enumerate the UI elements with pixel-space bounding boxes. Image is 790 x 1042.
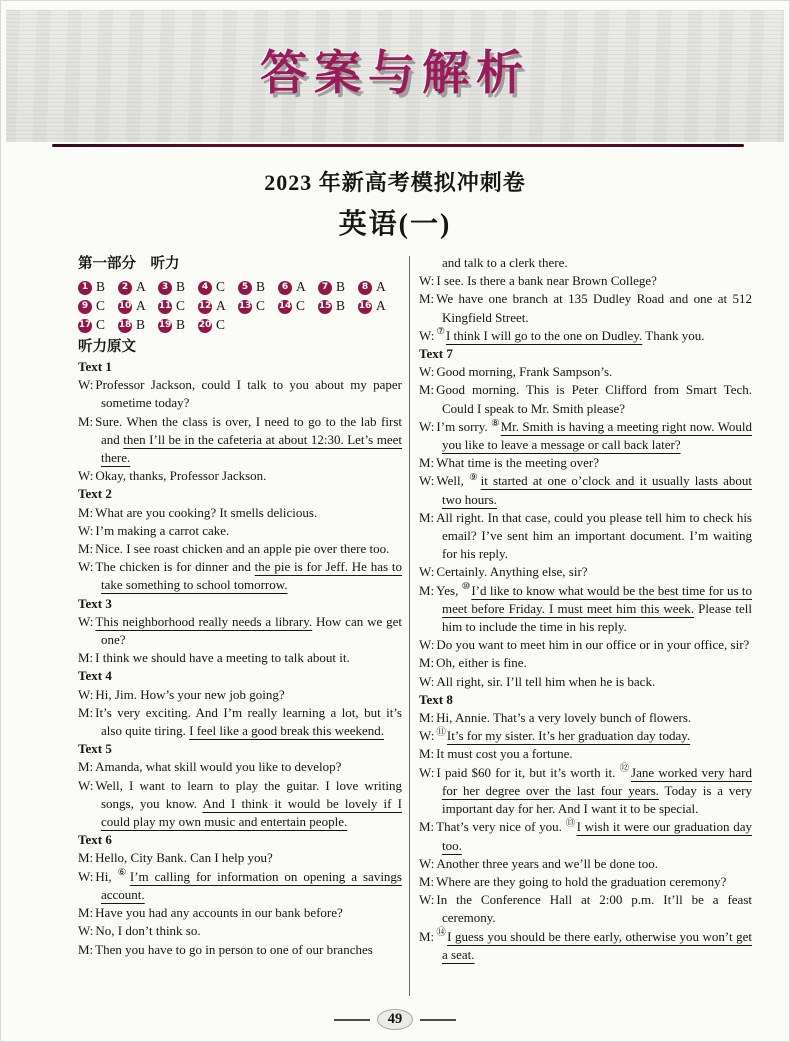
dialog-line (419, 327, 752, 345)
dialog-text: Where are they going to hold the graduation ceremony? (436, 873, 727, 889)
answer-choice: B (336, 298, 346, 314)
question-number-badge: 9 (78, 300, 92, 314)
speaker-label: W: (419, 418, 435, 434)
dialog-line (419, 891, 752, 927)
right-column (419, 254, 752, 996)
speaker-label: W: (78, 868, 94, 884)
speaker-label: W: (78, 468, 94, 484)
answer-item (118, 297, 158, 316)
speaker-label: W: (419, 273, 435, 289)
speaker-label: W: (419, 637, 435, 653)
dialog-line (78, 613, 402, 649)
question-number-badge: 11 (158, 300, 172, 314)
text-title: Text 4 (78, 668, 112, 684)
question-number-badge: 4 (198, 281, 212, 295)
speaker-label: M: (78, 905, 94, 921)
dialog-line (78, 558, 402, 594)
speaker-label: M: (419, 509, 435, 525)
dialog-text: Another three years and we’ll be done too. (436, 855, 659, 871)
answer-choice: B (176, 279, 186, 295)
answer-choice: C (176, 298, 186, 314)
text-title: Text 1 (78, 359, 112, 374)
banner-rule (52, 144, 744, 147)
speaker-label: M: (78, 704, 94, 720)
speaker-label: M: (78, 541, 94, 557)
paper-subtitle: 英语(一) (338, 209, 452, 240)
dialog-line (419, 418, 752, 454)
speaker-label: M: (419, 291, 435, 307)
page-number: 49 (377, 1009, 414, 1030)
answer-key-grid (78, 275, 402, 337)
question-number-badge: 14 (278, 300, 292, 314)
answer-item (158, 278, 198, 297)
underlined-passage: the pie is for Jeff. He has to take something to school tomorrow. (101, 559, 402, 593)
question-ref-marker: ⑨ (469, 472, 480, 484)
answer-choice: C (216, 317, 226, 333)
speaker-label: M: (78, 504, 94, 520)
underlined-passage: then I’ll be in the cafeteria at about 12:30. Let’s meet there. (101, 431, 402, 466)
speaker-label: W: (78, 559, 94, 575)
dialog-line (419, 873, 752, 891)
question-ref-marker: ⑧ (490, 417, 500, 429)
question-ref-marker: ⑩ (461, 581, 471, 593)
answer-item (358, 278, 398, 297)
speaker-label: M: (419, 582, 435, 598)
answer-item (158, 297, 198, 316)
answer-choice: B (96, 279, 106, 295)
transcript-columns (78, 254, 752, 996)
question-ref-marker: ⑪ (436, 726, 446, 738)
dialog-line (78, 758, 402, 776)
dialog-line (419, 381, 752, 417)
speaker-label: W: (419, 892, 435, 908)
answer-item (318, 297, 358, 316)
underlined-passage: I feel like a good break this weekend. (189, 723, 385, 739)
dialog-text: That’s very nice of you. (436, 819, 566, 835)
answer-choice: B (256, 279, 266, 295)
dialog-line (78, 941, 402, 959)
speaker-label: M: (419, 710, 435, 726)
answer-choice: A (376, 298, 386, 314)
answer-choice: A (136, 279, 146, 295)
dialog-text: The chicken is for dinner and (95, 559, 255, 575)
speaker-label: M: (419, 819, 435, 835)
dialog-text: Good morning. This is Peter Clifford from Smart Tech. Could I speak to Mr. Smith please? (436, 382, 752, 416)
speaker-label: M: (78, 759, 94, 775)
answer-choice: C (216, 279, 226, 295)
dialog-text: Nice. I see roast chicken and an apple pie over there too. (95, 541, 390, 557)
dialog-line (419, 290, 752, 326)
dialog-text: Today is a very important day for her. And I want it to be special. (442, 782, 752, 817)
answer-choice: B (336, 279, 346, 295)
dialog-line (419, 745, 752, 763)
left-column-transcript (78, 358, 402, 959)
question-number-badge: 3 (158, 281, 172, 295)
banner-title: 答案与解析 (260, 46, 530, 101)
dialog-line (419, 454, 752, 472)
speaker-label: M: (419, 873, 435, 889)
answer-item (238, 297, 278, 316)
answer-choice: B (136, 317, 146, 333)
speaker-label: W: (419, 673, 435, 689)
question-number-badge: 18 (118, 319, 132, 333)
dialog-text: I’m sorry. (436, 418, 491, 434)
underlined-passage: I guess you should be there early, otherwise you won’t get a seat. (442, 928, 752, 962)
dialog-line (419, 673, 752, 691)
speaker-label: W: (419, 364, 435, 380)
answer-choice: A (376, 279, 386, 295)
question-number-badge: 8 (358, 281, 372, 295)
question-ref-marker: ⑭ (436, 927, 447, 939)
answer-item (198, 316, 238, 335)
dialog-line (419, 254, 752, 272)
answer-item (158, 316, 198, 335)
dialog-line (419, 727, 752, 745)
underlined-passage: I’d like to know what would be the best time for us to meet before Friday. I must meet him this week. (442, 582, 752, 616)
answer-choice: A (296, 279, 306, 295)
dialog-text: Thank you. (642, 327, 705, 343)
footer-dash-right (420, 1019, 456, 1021)
dialog-line (78, 704, 402, 740)
speaker-label: W: (419, 764, 435, 780)
dialog-line (78, 904, 402, 922)
dialog-line (78, 849, 402, 867)
answer-item (238, 278, 278, 297)
dialog-text: All right, sir. I’ll tell him when he is back. (436, 673, 656, 689)
dialog-text: Hi, (95, 868, 118, 884)
question-ref-marker: ⑬ (565, 817, 576, 829)
speaker-label: W: (78, 522, 94, 538)
underlined-passage: This neighborhood really needs a library. (95, 613, 313, 629)
speaker-label: M: (419, 655, 435, 671)
speaker-label: W: (78, 377, 94, 393)
dialog-line (78, 686, 402, 704)
speaker-label: M: (419, 382, 435, 398)
answer-item (118, 316, 158, 335)
dialog-text: It’s very exciting. And I’m really learning a lot, but it’s also quite tiring. (95, 704, 402, 739)
part-heading: 第一部分 听力 (78, 256, 180, 272)
underlined-passage: Mr. Smith is having a meeting right now. Would you like to leave a message or call back later? (442, 418, 752, 453)
dialog-text: Hi, Jim. How’s your new job going? (95, 686, 285, 702)
dialog-line (419, 363, 752, 381)
answer-choice: C (96, 298, 106, 314)
text-title: Text 3 (78, 595, 112, 611)
dialog-text: Professor Jackson, could I talk to you about my paper sometime today? (95, 377, 402, 411)
speaker-label: W: (78, 923, 94, 939)
question-number-badge: 5 (238, 281, 252, 295)
footer-dash-left (334, 1019, 370, 1021)
dialog-line (419, 472, 752, 508)
dialog-line (78, 540, 402, 558)
answer-item (198, 297, 238, 316)
underlined-passage: I think I will go to the one on Dudley. (445, 327, 643, 343)
speaker-label: M: (419, 746, 435, 762)
question-number-badge: 19 (158, 319, 172, 333)
question-number-badge: 16 (358, 300, 372, 314)
dialog-text: Oh, either is fine. (436, 655, 527, 671)
answer-choice: B (176, 317, 186, 333)
answer-item (198, 278, 238, 297)
dialog-text: What time is the meeting over? (436, 455, 599, 471)
dialog-text: Sure. When the class is over, I need to go to the lab first and (95, 413, 402, 447)
speaker-label: W: (419, 564, 435, 580)
dialog-text: I’m making a carrot cake. (95, 522, 230, 538)
underlined-passage: it started at one o’clock and it usually lasts about two hours. (442, 473, 752, 507)
dialog-line (419, 818, 752, 854)
dialog-line (419, 563, 752, 581)
dialog-text: It must cost you a fortune. (436, 746, 573, 762)
text-title: Text 8 (419, 691, 453, 707)
answer-item (78, 316, 118, 335)
answer-choice: A (136, 298, 146, 314)
answer-choice: C (96, 317, 106, 333)
answer-item (118, 278, 158, 297)
dialog-text: I see. Is there a bank near Brown College? (436, 273, 657, 289)
dialog-text: Do you want to meet him in our office or in your office, sir? (436, 637, 750, 653)
dialog-text: Okay, thanks, Professor Jackson. (95, 468, 267, 484)
speaker-label: M: (78, 413, 94, 429)
dialog-text: In the Conference Hall at 2:00 p.m. It’ll be a feast ceremony. (436, 892, 752, 926)
dialog-line (78, 413, 402, 468)
dialog-text: What are you cooking? It smells delicious. (95, 504, 318, 520)
dialog-line (78, 376, 402, 412)
dialog-line (78, 522, 402, 540)
dialog-line (78, 868, 402, 904)
dialog-line (419, 928, 752, 964)
answer-choice: A (216, 298, 226, 314)
question-number-badge: 10 (118, 300, 132, 314)
dialog-text: Well, I want to learn to play the guitar. I love writing songs, you know. (95, 777, 402, 811)
question-ref-marker: ⑦ (436, 326, 445, 338)
speaker-label: W: (78, 613, 94, 629)
speaker-label: M: (419, 928, 435, 944)
dialog-text: Amanda, what skill would you like to develop? (95, 759, 342, 775)
dialog-text: Then you have to go in person to one of our branches (95, 941, 373, 957)
page-footer (0, 1009, 790, 1030)
dialog-text: Well, (436, 473, 470, 489)
dialog-line (419, 855, 752, 873)
dialog-line (419, 582, 752, 637)
dialog-text: I think we should have a meeting to talk about it. (95, 650, 350, 666)
question-number-badge: 12 (198, 300, 212, 314)
underlined-passage: And I think it would be lovely if I could play my own music and entertain people. (101, 795, 402, 830)
underlined-passage: Jane worked very hard for her degree over the last four years. (442, 764, 752, 798)
speaker-label: W: (419, 728, 435, 744)
speaker-label: W: (419, 327, 435, 343)
dialog-line (78, 922, 402, 940)
speaker-label: W: (78, 686, 94, 702)
page-banner (6, 10, 784, 142)
dialog-text: and talk to a clerk there. (442, 255, 568, 270)
question-ref-marker: ⑥ (117, 867, 129, 879)
dialog-text: Hi, Annie. That’s a very lovely bunch of flowers. (436, 710, 692, 726)
question-number-badge: 15 (318, 300, 332, 314)
answer-choice: C (256, 298, 266, 314)
text-title: Text 7 (419, 346, 453, 362)
answer-item (278, 278, 318, 297)
dialog-text: Hello, City Bank. Can I help you? (95, 850, 273, 866)
left-column (78, 254, 402, 996)
dialog-text: Please tell him to include the time in his reply. (442, 600, 752, 635)
answer-choice: C (296, 298, 306, 314)
dialog-text: Have you had any accounts in our bank before? (95, 905, 343, 921)
dialog-line (78, 777, 402, 832)
speaker-label: M: (419, 455, 435, 471)
dialog-text: I paid $60 for it, but it’s worth it. (436, 764, 620, 780)
dialog-line (419, 709, 752, 727)
dialog-text: How can we get one? (101, 613, 402, 648)
dialog-text: No, I don’t think so. (95, 923, 201, 939)
underlined-passage: I wish it were our graduation day too. (442, 819, 752, 853)
question-ref-marker: ⑫ (619, 763, 631, 775)
text-title: Text 6 (78, 832, 112, 848)
column-divider (409, 256, 410, 996)
dialog-text: Certainly. Anything else, sir? (436, 564, 588, 580)
answer-item (358, 297, 398, 316)
text-title: Text 5 (78, 741, 112, 757)
speaker-label: W: (419, 473, 435, 489)
dialog-line (78, 504, 402, 522)
answer-item (278, 297, 318, 316)
dialog-line (419, 509, 752, 564)
dialog-text: Good morning, Frank Sampson’s. (436, 364, 613, 380)
speaker-label: M: (78, 650, 94, 666)
underlined-passage: I’m calling for information on opening a savings account. (101, 868, 402, 902)
dialog-line (419, 764, 752, 819)
speaker-label: W: (78, 777, 94, 793)
question-number-badge: 13 (238, 300, 252, 314)
underlined-passage: It’s for my sister. It’s her graduation day today. (446, 728, 691, 744)
transcript-heading: 听力原文 (78, 339, 136, 355)
dialog-text: We have one branch at 135 Dudley Road and one at 512 Kingfield Street. (436, 291, 752, 325)
paper-title: 2023 年新高考模拟冲刺卷 (264, 170, 526, 195)
question-number-badge: 17 (78, 319, 92, 333)
dialog-line (419, 636, 752, 654)
text-title: Text 2 (78, 486, 112, 502)
speaker-label: M: (78, 850, 94, 866)
question-number-badge: 6 (278, 281, 292, 295)
answer-item (78, 297, 118, 316)
dialog-text: All right. In that case, could you please tell him to check his email? I’ve sent him an important document. I’m waiting for his reply. (436, 509, 752, 562)
question-number-badge: 20 (198, 319, 212, 333)
speaker-label: W: (419, 855, 435, 871)
dialog-line (78, 467, 402, 485)
answer-item (78, 278, 118, 297)
speaker-label: M: (78, 941, 94, 957)
dialog-line (419, 272, 752, 290)
question-number-badge: 1 (78, 281, 92, 295)
dialog-line (78, 649, 402, 667)
question-number-badge: 2 (118, 281, 132, 295)
dialog-text: Yes, (436, 582, 462, 598)
question-number-badge: 7 (318, 281, 332, 295)
answer-item (318, 278, 358, 297)
dialog-line (419, 654, 752, 672)
